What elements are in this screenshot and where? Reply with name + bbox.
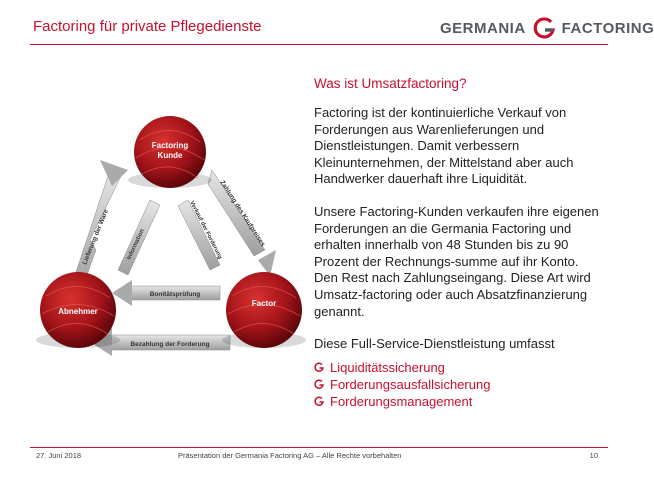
g-bullet-icon [314, 379, 324, 389]
footer-divider [30, 447, 608, 448]
logo-text-right: FACTORING [561, 19, 654, 37]
label-factor: Factor [251, 299, 277, 308]
paragraph-1: Factoring ist der kontinuierliche Verkauf von Forderungen aus Warenlieferungen und Dienstleistungen. Damit verbessern Kleinunternehmen, der Mittelstand aber auch Handwerker dauerhaft ihre Liquidität. [314, 105, 574, 187]
g-bullet-icon [314, 396, 324, 406]
yarn-ball-factor [222, 272, 306, 348]
footer-copyright: Präsentation der Germania Factoring AG – Alle Rechte vorbehalten [178, 451, 402, 460]
label-bonitaet: Bonitätsprüfung [149, 291, 201, 298]
label-kunde: Kunde [157, 151, 183, 160]
g-bullet-icon [314, 362, 324, 372]
footer-date: 27. Juni 2018 [36, 451, 82, 460]
content-column [314, 76, 599, 410]
label-bezahlung: Bezahlung der Forderung [130, 341, 210, 348]
diagram-svg [30, 100, 310, 370]
company-logo [440, 14, 654, 42]
label-zahlung: Zahlung des Kaufpreises [218, 179, 267, 248]
list-item-label: Liquiditätssicherung [330, 359, 445, 375]
paragraph-2: Unsere Factoring-Kunden verkaufen ihre eigenen Forderungen an die Germania Factoring und erhalten innerhalb von 48 Stunden bis zu 90 Prozent der Rechnungs-summe auf ihr Konto. Den Rest nach Zahlungseingang. Diese Art wird Umsatz-factoring oder auch Absatzfinanzierung genannt. [314, 203, 599, 319]
g-logo-icon [532, 16, 556, 40]
label-information: Information [126, 228, 146, 261]
list-item [314, 376, 599, 393]
service-list [314, 359, 599, 410]
paragraph-3: Diese Full-Service-Dienstleistung umfasst [314, 336, 555, 352]
arrow-zahlung [208, 170, 276, 276]
section-heading: Was ist Umsatzfactoring? [314, 76, 467, 91]
header-divider [30, 44, 608, 45]
factoring-cycle-diagram [30, 100, 310, 370]
page-number: 10 [589, 451, 598, 460]
label-lieferung: Lieferung der Ware [81, 208, 110, 266]
list-item [314, 393, 599, 410]
label-verkauf: Verkauf der Forderung [188, 200, 223, 261]
page-title: Factoring für private Pflegedienste [33, 18, 262, 35]
label-factoring: Factoring [151, 141, 189, 150]
label-abnehmer: Abnehmer [58, 307, 98, 316]
list-item-label: Forderungsausfallsicherung [330, 376, 491, 392]
list-item-label: Forderungsmanagement [330, 393, 473, 409]
logo-text-left: GERMANIA [440, 19, 526, 37]
list-item [314, 359, 599, 376]
